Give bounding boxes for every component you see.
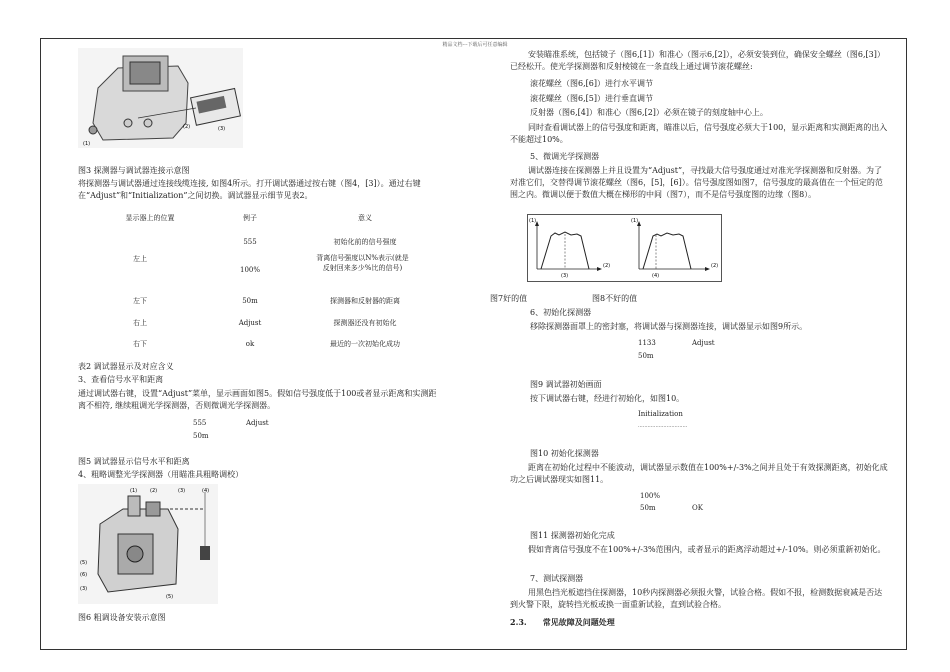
display-value: 100% [640, 492, 661, 500]
display-value: Initialization [638, 410, 683, 418]
right-paragraph-1: 安装瞄准系统，包括镜子（图6,[1]）和准心（图示6,[2]），必须安装到位，确保安全螺丝（图6,[3]）已经松开。使光学探测器和反射棱镜在一条直线上通过调节滚花螺丝: [510, 50, 885, 71]
table-cell: Adjust [238, 319, 262, 327]
figure-6-label: (3) [80, 586, 88, 592]
figure-3-device-illustration [78, 48, 243, 148]
figure-7-8-graphs [527, 214, 722, 282]
figure-3-label: (2) [183, 124, 191, 130]
figure-5-caption: 图5 调试器显示信号水平和距离 [78, 457, 190, 466]
figure-8-caption: 图8不好的值 [592, 294, 638, 303]
display-value: 50m [193, 432, 209, 440]
section-6-heading: 6、初始化探测器 [530, 308, 592, 317]
table-cell: 探测器还没有初始化 [333, 319, 397, 327]
table-cell: 最近的一次初始化成功 [330, 340, 400, 348]
right-paragraph-8: 用黑色挡光板遮挡住探测器，10秒内探测器必须报火警，试验合格。假如不报，检测数据衰减是否达到火警下限，旋转挡光板或换一面重新试验，直到试验合格。 [510, 588, 883, 609]
page-header: 精品文档---下载后可任意编辑 [442, 42, 508, 48]
graph-y-label: (1) [631, 218, 639, 224]
figure-7-caption: 图7好的值 [490, 294, 528, 303]
section-2-3-heading: 2.3. 常见故障及问题处理 [510, 617, 615, 627]
right-line-c: 反射器（图6,[4]）和准心（图6,[2]）必须在镜子的刻度轴中心上。 [530, 108, 768, 117]
figure-6-label: (4) [202, 488, 210, 494]
display-value: 1133 [638, 339, 656, 347]
right-paragraph-7: 假如背离信号强度不在100%+/-3%范围内，或者显示的距离浮动超过+/-10%。则必须重新初始化。 [528, 545, 886, 554]
table-header: 意义 [358, 214, 372, 222]
section-7-heading: 7、测试探测器 [530, 574, 584, 583]
figure-6-label: (6) [80, 572, 88, 578]
right-paragraph-4: 移除探测器面罩上的密封塞，将调试器与探测器连接，调试器显示如图9所示。 [530, 322, 808, 331]
graph-marker: (4) [652, 273, 660, 279]
display-value: 50m [640, 504, 656, 512]
left-paragraph-2: 通过调试器右键，设置“Adjust”菜单，显示画面如图5。假如信号强度低于100或者显示距离和实测距离不相符, 继续粗调光学探测器，否则微调光学探测器。 [78, 389, 437, 410]
figure-3-label: (1) [83, 141, 91, 147]
graph-x-label: (2) [711, 263, 719, 269]
figure-3-label: (3) [218, 126, 226, 132]
display-value: 555 [193, 419, 207, 427]
display-value: Adjust [692, 339, 715, 347]
table-cell: 左下 [133, 297, 147, 305]
figure-9-caption: 图9 调试器初始画面 [530, 380, 602, 389]
right-paragraph-5: 按下调试器右键，经进行初始化，如图10。 [530, 394, 685, 403]
graph-x-label: (2) [603, 263, 611, 269]
figure-6-device-illustration [78, 484, 218, 604]
figure-3-caption: 图3 探测器与调试器连接示意图 [78, 166, 190, 175]
table-2-caption: 表2 调试器显示及对应含义 [78, 362, 174, 371]
section-5-heading: 5、微调光学探测器 [530, 152, 600, 161]
section-4-heading: 4、粗略调整光学探测器（用瞄准具粗略调校） [78, 470, 244, 479]
figure-6-label: (2) [150, 488, 158, 494]
section-3-heading: 3、查看信号水平和距离 [78, 375, 164, 384]
table-cell: 右下 [133, 340, 147, 348]
graph-y-label: (1) [529, 218, 537, 224]
table-cell: 右上 [133, 319, 147, 327]
figure-6-label: (5) [166, 594, 174, 600]
table-header: 例子 [243, 214, 257, 222]
display-value: OK [692, 504, 703, 512]
right-paragraph-2: 同时查看调试器上的信号强度和距离，瞄准以后，信号强度必须大于100，显示距离和实测距离的出入不能超过10%。 [510, 123, 888, 144]
table-cell: 左上 [133, 255, 147, 263]
figure-10-caption: 图10 初始化探测器 [530, 449, 599, 458]
display-progress-dots: ............................... [638, 423, 688, 429]
left-paragraph-1: 将探测器与调试器通过连接线缆连接, 如图4所示。打开调试器通过按右键（图4，[3]）。通过右键在“Adjust”和“Initialization”之间切换。调试器显示细节见表2。 [78, 179, 421, 200]
figure-6-caption: 图6 粗调设备安装示意图 [78, 613, 166, 622]
graph-marker: (3) [561, 273, 569, 279]
table-cell: 探测器和反射器的距离 [330, 297, 400, 305]
table-cell: 100% [239, 266, 260, 274]
table-cell: 初始化前的信号强度 [333, 238, 397, 246]
right-line-b: 滚花螺丝（图6,[5]）进行垂直调节 [530, 94, 653, 103]
display-value: 50m [638, 352, 654, 360]
figure-6-label: (3) [178, 488, 186, 494]
table-cell: 50m [242, 297, 258, 305]
right-line-a: 滚花螺丝（图6,[6]）进行水平调节 [530, 79, 653, 88]
right-paragraph-6: 距离在初始化过程中不能波动，调试器显示数值在100%+/-3%之间并且处于有效探测距离，初始化成功之后调试器现实如图11。 [510, 463, 888, 484]
figure-6-label: (5) [80, 560, 88, 566]
table-cell: 背离信号强度以N%表示(就是反射回来多少%比的信号) [316, 254, 409, 272]
table-header: 显示器上的位置 [125, 214, 175, 222]
display-value: Adjust [246, 419, 269, 427]
table-cell: 555 [243, 238, 257, 246]
figure-11-caption: 图11 探测器初始化完成 [530, 531, 615, 540]
table-cell: ok [245, 340, 255, 348]
figure-6-label: (1) [130, 488, 138, 494]
right-paragraph-3: 调试器连接在探测器上并且设置为“Adjust”，寻找最大信号强度通过对准光学探测器和反射器。为了对准它们，交替得调节滚花螺丝（图6，[5]，[6]）。信号强度图如图7，信号强度的最高值在一个恒定的范围之内。微调以便于数值大概在梯形的中间（图7），而不是信号强度图的边缘（图8）。 [510, 166, 883, 199]
